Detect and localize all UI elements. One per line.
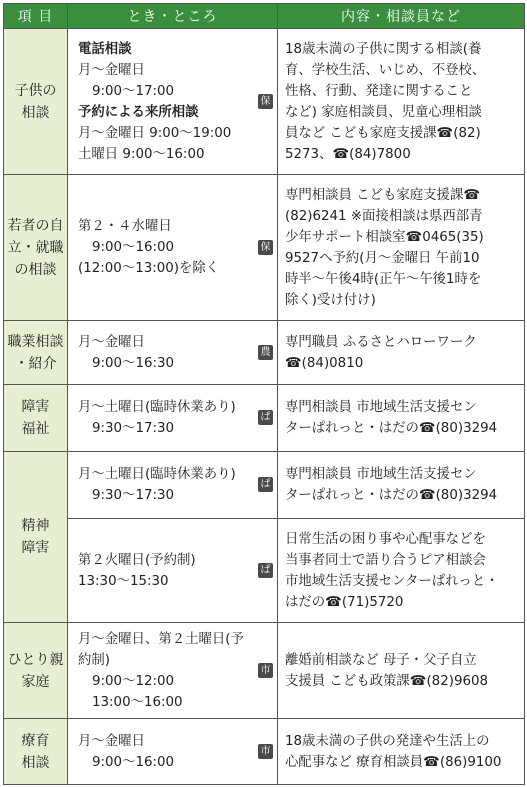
location-badge: ぱ: [258, 563, 273, 578]
header-row: [4, 4, 525, 29]
detail-line: 心配事など 療育相談員☎(86)9100: [285, 754, 502, 770]
detail-line: 育、学校生活、いじめ、不登校、: [285, 62, 486, 78]
table-row: [4, 29, 525, 175]
item-label-line: 若者の自: [7, 217, 64, 234]
item-label-line: 相談: [21, 754, 50, 771]
detail-line: 18歳未満の子供に関する相談(養: [285, 41, 482, 57]
item-label-line: 職業相談: [7, 333, 64, 350]
item-cell: [4, 321, 68, 385]
when-line: 9:00～16:30: [92, 355, 175, 371]
detail-line: など) 家庭相談員、児童心理相談: [285, 104, 482, 120]
detail-cell: [278, 175, 525, 321]
when-line: 月～金曜日、第２土曜日(予: [78, 631, 244, 647]
consultation-table: [3, 3, 525, 785]
location-badge: 保: [258, 240, 273, 255]
detail-line: 日常生活の困り事や心配事などを: [285, 531, 486, 547]
detail-line: 性格、行動、発達に関すること: [285, 83, 473, 99]
when-line: 約制): [78, 652, 111, 668]
table-row: [4, 452, 525, 519]
item-label-line: 障害: [21, 399, 50, 415]
detail-line: 5273、☎(84)7800: [285, 146, 411, 162]
detail-line: 18歳未満の子供の発達や生活上の: [285, 733, 490, 749]
item-label-line: 療育: [21, 732, 50, 749]
detail-line: 専門相談員 市地域生活支援セン: [285, 467, 477, 482]
detail-line: 専門相談員 こども家庭支援課☎: [285, 187, 481, 203]
when-line: 13:00～16:00: [92, 694, 183, 710]
header-when: とき・ところ: [68, 4, 278, 29]
detail-line: (82)6241 ※面接相談は県西部青: [285, 208, 483, 224]
header-detail: 内容・相談員など: [278, 4, 525, 29]
detail-line: ターぱれっと・はだの☎(80)3294: [285, 421, 498, 436]
when-cell: [68, 321, 278, 385]
table-row: [4, 623, 525, 719]
when-cell: [68, 623, 278, 719]
item-cell: [4, 719, 68, 785]
detail-cell: [278, 321, 525, 385]
when-line: 9:00～17:00: [92, 83, 175, 99]
item-cell: [4, 29, 68, 175]
when-line: 月～金曜日: [78, 62, 145, 78]
detail-line: 時半～午後4時(正午～午後1時を: [285, 271, 482, 287]
item-label-line: 精神: [21, 518, 50, 534]
when-line: 電話相談: [78, 41, 132, 57]
item-label-line: 子供の: [14, 82, 57, 99]
when-line: 月～金曜日 9:00～19:00: [78, 125, 232, 141]
when-line: 第２・４水曜日: [78, 219, 172, 234]
when-line: 9:00～16:00: [92, 754, 175, 770]
item-label-line: ひとり親: [7, 651, 64, 668]
detail-cell: [278, 623, 525, 719]
table-row: [4, 385, 525, 452]
detail-line: ☎(84)0810: [285, 355, 364, 371]
item-label-line: の相談: [14, 261, 57, 278]
item-label-line: 家庭: [21, 673, 50, 690]
detail-cell: [278, 385, 525, 452]
when-line: (12:00～13:00)を除く: [78, 261, 220, 276]
item-cell: [4, 175, 68, 321]
when-line: 9:00～16:00: [92, 240, 175, 255]
detail-cell: [278, 519, 525, 623]
when-line: 13:30～15:30: [78, 573, 169, 589]
item-label-line: 立・就職: [7, 239, 64, 256]
detail-line: ターぱれっと・はだの☎(80)3294: [285, 488, 498, 503]
when-cell: [68, 452, 278, 519]
detail-line: 専門職員 ふるさとハローワーク: [285, 334, 477, 350]
when-cell: [68, 29, 278, 175]
detail-line: 市地域生活支援センターぱれっと・: [285, 573, 499, 589]
item-label-line: 福祉: [21, 421, 50, 437]
location-badge: 市: [258, 663, 273, 678]
location-badge: 市: [258, 744, 273, 759]
detail-line: 除く)受け付け): [285, 292, 376, 308]
location-badge: ぱ: [258, 410, 273, 425]
location-badge: ぱ: [258, 477, 273, 492]
detail-line: 専門相談員 市地域生活支援セン: [285, 400, 477, 415]
when-line: 9:30～17:30: [92, 488, 175, 503]
when-line: 月～金曜日: [78, 733, 145, 749]
when-line: 月～土曜日(臨時休業あり): [78, 467, 236, 482]
item-label-line: ・紹介: [14, 355, 57, 372]
when-line: 月～金曜日: [78, 334, 145, 350]
when-line: 月～土曜日(臨時休業あり): [78, 400, 236, 415]
when-line: 9:00～12:00: [92, 673, 175, 689]
item-label-line: 障害: [21, 540, 50, 556]
when-cell: [68, 719, 278, 785]
when-line: 土曜日 9:00～16:00: [78, 146, 205, 162]
detail-cell: [278, 719, 525, 785]
detail-cell: [278, 29, 525, 175]
when-cell: [68, 385, 278, 452]
detail-line: 離婚前相談など 母子・父子自立: [285, 652, 477, 668]
table-row: [4, 321, 525, 385]
table-row: [4, 719, 525, 785]
table-row: [4, 175, 525, 321]
location-badge: 農: [258, 345, 273, 360]
when-line: 第２火曜日(予約制): [78, 552, 196, 568]
item-label-line: 相談: [21, 104, 50, 121]
when-line: 予約による来所相談: [78, 104, 199, 120]
when-cell: [68, 175, 278, 321]
detail-cell: [278, 452, 525, 519]
detail-line: はだの☎(71)5720: [285, 594, 404, 610]
when-cell: [68, 519, 278, 623]
detail-line: 少年サポート相談室☎0465(35): [285, 229, 484, 245]
detail-line: 9527へ予約(月～金曜日 午前10: [285, 250, 480, 266]
detail-line: 当事者同士で語り合うピア相談会: [285, 552, 486, 568]
item-cell: [4, 623, 68, 719]
detail-line: 員など こども家庭支援課☎(82): [285, 125, 481, 141]
table-row: [4, 519, 525, 623]
table-body: [4, 29, 525, 785]
item-cell: [4, 452, 68, 623]
location-badge: 保: [258, 94, 273, 109]
item-cell: [4, 385, 68, 452]
when-line: 9:30～17:30: [92, 421, 175, 436]
header-item: 項 目: [4, 4, 68, 29]
detail-line: 支援員 こども政策課☎(82)9608: [285, 673, 489, 689]
